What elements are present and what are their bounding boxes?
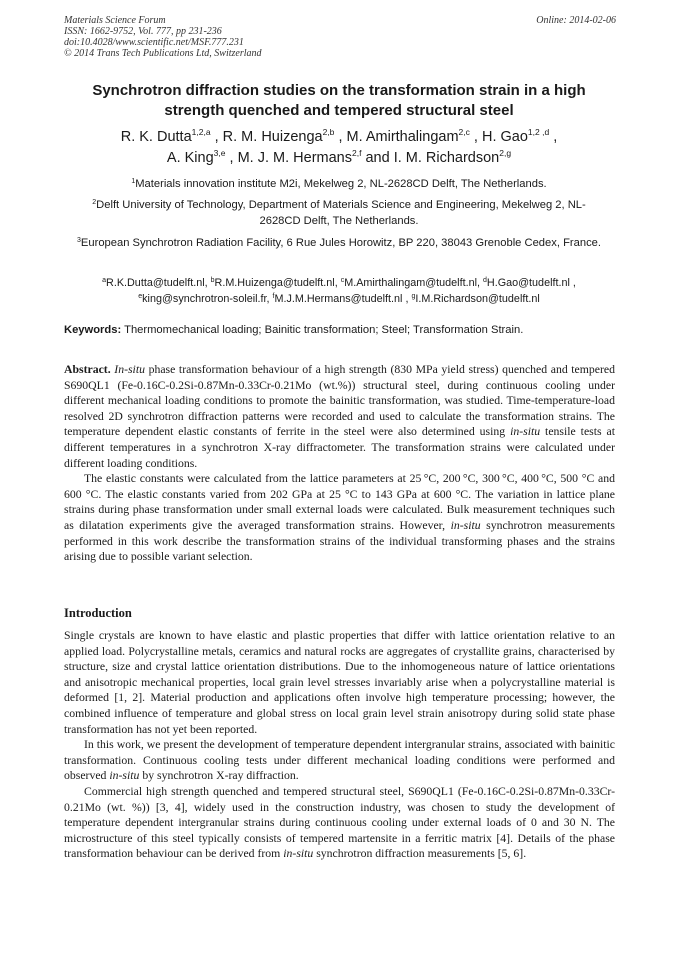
journal-copyright: © 2014 Trans Tech Publications Ltd, Switzerland xyxy=(64,48,262,59)
author: R. M. Huizenga$^{2,b}$ xyxy=(222,127,335,145)
author: I. M. Richardson$^{2,g}$ xyxy=(393,148,512,166)
email-address: $^a$R.K.Dutta@tudelft.nl xyxy=(102,277,205,289)
journal-doi: doi:10.4028/www.scientific.net/MSF.777.231 xyxy=(64,37,244,48)
email-address: $^b$R.M.Huizenga@tudelft.nl xyxy=(210,277,335,289)
online-date: Online: 2014-02-06 xyxy=(536,15,616,26)
email-address: $^f$M.J.M.Hermans@tudelft.nl xyxy=(272,293,403,305)
email-address: $^c$M.Amirthalingam@tudelft.nl xyxy=(340,277,477,289)
journal-name: Materials Science Forum xyxy=(64,15,166,26)
paper-title: Synchrotron diffraction studies on the transformation strain in a high strength quenched and tempered structural steel xyxy=(92,82,586,119)
affiliation: $^2$Delft University of Technology, Department of Materials Science and Engineering, Mekelweg 2, NL-2628CD Delft, The Netherlands. xyxy=(92,199,586,227)
author: A. King$^{3,e}$ xyxy=(166,148,226,166)
abstract-label: Abstract. xyxy=(64,363,111,376)
keywords-label: Keywords: xyxy=(64,324,122,336)
affiliation: $^1$Materials innovation institute M2i, Mekelweg 2, NL-2628CD Delft, The Netherlands. xyxy=(131,178,547,190)
intro-paragraph: In this work, we present the development of temperature dependent intergranular strains, associated with bainitic transformation. Continuous cooling tests under different mechanical loading conditions were performed and observed in-situ by synchrotron X-ray diffraction. xyxy=(64,738,615,783)
intro-paragraph: Commercial high strength quenched and tempered structural steel, S690QL1 (Fe-0.16C-0.2Si-0.87Mn-0.33Cr-0.21Mo (wt. %)) [3, 4], widely used in the construction industry, was chosen to study the development of temperature dependent intergranular strains during continuous cooling under external loads of 0 and 30 N. The microstructure of this steel typically consists of tempered martensite in a ferritic matrix [4]. Details of the phase transformation behaviour can be derived from in-situ synchrotron diffraction measurements [5, 6]. xyxy=(64,784,615,861)
author-list: R. K. Dutta$^{1,2,a}$ , R. M. Huizenga$^{2,b}$ , M. Amirthalingam$^{2,c}$ , H. Gao$^{1,2 ,d}$ , A. King$^{3,e}$ , M. J. M. Hermans$^{2,f}$ and I. M. Richardson$^{2,g}$ xyxy=(120,127,558,166)
journal-header xyxy=(64,15,616,59)
keywords xyxy=(64,323,614,338)
author: M. Amirthalingam$^{2,c}$ xyxy=(346,127,470,145)
section-heading-introduction: Introduction xyxy=(64,606,132,620)
affiliation: $^3$European Synchrotron Radiation Facility, 6 Rue Jules Horowitz, BP 220, 38043 Grenoble Cedex, France. xyxy=(77,237,601,249)
email-list: $^a$R.K.Dutta@tudelft.nl, $^b$R.M.Huizenga@tudelft.nl, $^c$M.Amirthalingam@tudelft.nl, $^d$H.Gao@tudelft.nl , $^e$king@synchrotron-soleil.fr, $^f$M.J.M.Hermans@tudelft.nl , $^g$I.M.Richardson@tudelft.nl xyxy=(102,277,576,305)
email-address: $^e$king@synchrotron-soleil.fr xyxy=(138,293,267,305)
introduction-body xyxy=(64,628,615,862)
abstract xyxy=(64,362,615,565)
author: M. J. M. Hermans$^{2,f}$ xyxy=(237,148,362,166)
author: R. K. Dutta$^{1,2,a}$ xyxy=(120,127,211,145)
abstract-paragraph: The elastic constants were calculated from the lattice parameters at 25 °C, 200 °C, 300 °C, 400 °C, 500 °C and 600 °C. The elastic constants varied from 202 GPa at 25 °C to 143 GPa at 600 °C. The variation in lattice plane strains during phase transformation under small external loads were calculated. Bulk measurement techniques such as dilatation experiments give the averaged transformation strains. However, in-situ synchrotron measurements performed in this work describe the transformation strains of the individual transforming phases and the strains arising due to possible variant selection. xyxy=(64,472,615,564)
email-address: $^g$I.M.Richardson@tudelft.nl xyxy=(411,293,540,305)
author: H. Gao$^{1,2 ,d}$ xyxy=(481,127,550,145)
keywords-text: Thermomechanical loading; Bainitic transformation; Steel; Transformation Strain. xyxy=(124,324,524,336)
abstract-paragraph: Abstract. In-situ phase transformation behaviour of a high strength (830 MPa yield stress) quenched and tempered S690QL1 (Fe-0.16C-0.2Si-0.87Mn-0.33Cr-0.21Mo (wt.%)) structural steel, during continuous cooling under different mechanical loading conditions to promote the bainitic transformation, was studied. Time-temperature-load resolved 2D synchrotron diffraction patterns were recorded and used to calculate the transformation strains. The temperature dependent elastic constants of ferrite in the steel were also determined using in-situ tensile tests at different temperatures in a synchrotron X-ray diffractometer. The transformation strains were calculated under different loading conditions. xyxy=(64,363,616,470)
email-address: $^d$H.Gao@tudelft.nl xyxy=(482,277,570,289)
journal-issn: ISSN: 1662-9752, Vol. 777, pp 231-236 xyxy=(64,26,222,37)
intro-paragraph: Single crystals are known to have elastic and plastic properties that differ with lattice orientation relative to an applied load. Polycrystalline metals, ceramics and natural rocks are aggregates of crystallite grains, characterised by structure, size and crystal lattice orientation distributions. Due to the inhomogeneous nature of lattice orientations and anisotropic mechanical properties, local grain level stresses invariably arise when a polycrystalline material is deformed [1, 2]. Material production and applications often involve high temperature processing; however, the combined influence of temperature and global stress on local grain level strain anisotropy during solid state phase transformation has not yet been reported. xyxy=(64,629,615,736)
